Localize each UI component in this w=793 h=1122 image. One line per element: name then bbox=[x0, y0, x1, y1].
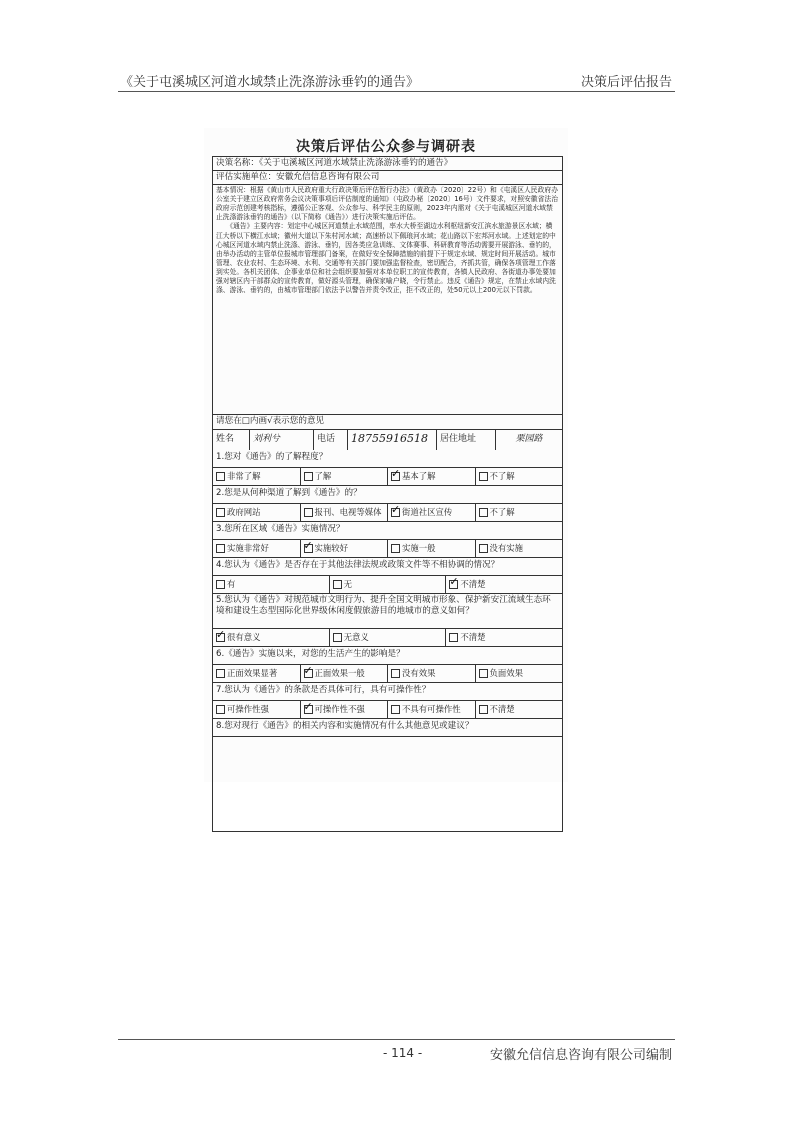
option-label: 基本了解 bbox=[402, 470, 436, 481]
option-cell[interactable] bbox=[387, 701, 475, 718]
suggestion-answer-area[interactable] bbox=[213, 736, 562, 831]
option-cell[interactable] bbox=[387, 504, 475, 521]
question-text: 4.您认为《通告》是否存在于其他法律法规或政策文件等不相协调的情况？ bbox=[216, 560, 500, 571]
checkbox[interactable] bbox=[304, 508, 313, 517]
basic-info-paragraph: 基本情况：根据《黄山市人民政府重大行政决策后评估暂行办法》（黄政办〔2020〕22号）和《屯溪区人民政府办公室关于建立区政府常务会议决策事项后评估制度的通知》（屯政办秘〔2020〕16号）文件要求，对照安徽省法治政府示范创建考核指标，遵循公正客观、公众参与、科学民主的原则，2023年内需对《关于屯溪城区河道水域禁止洗涤游泳垂钓的通告》（以下简称《通告》）进行决策实施后评估。 bbox=[216, 186, 558, 222]
option-label: 正面效果一般 bbox=[314, 667, 365, 678]
option-label: 负面效果 bbox=[489, 667, 523, 678]
header-divider bbox=[118, 91, 675, 92]
question-8-row bbox=[213, 718, 562, 736]
option-cell[interactable] bbox=[387, 468, 475, 485]
checkbox[interactable] bbox=[479, 544, 488, 553]
checkbox[interactable] bbox=[479, 508, 488, 517]
checkbox[interactable] bbox=[216, 669, 225, 678]
option-cell[interactable] bbox=[213, 540, 300, 557]
instruction-text: 请您在□内画√表示您的意见 bbox=[216, 416, 325, 427]
options-row bbox=[213, 539, 562, 557]
checkbox[interactable] bbox=[216, 705, 225, 714]
option-label: 政府网站 bbox=[227, 506, 261, 517]
question-row bbox=[213, 682, 562, 700]
option-label: 报刊、电视等媒体 bbox=[314, 506, 382, 517]
footer-divider bbox=[118, 1039, 675, 1040]
basic-info-row bbox=[213, 184, 562, 414]
unit-row bbox=[213, 170, 562, 184]
checkbox[interactable] bbox=[216, 508, 225, 517]
header-document-title: 《关于屯溪城区河道水域禁止洗涤游泳垂钓的通告》 bbox=[120, 75, 420, 90]
option-cell[interactable] bbox=[445, 576, 562, 593]
option-label: 可操作性不强 bbox=[314, 703, 365, 714]
option-label: 可操作性强 bbox=[227, 703, 269, 714]
option-cell[interactable] bbox=[329, 576, 446, 593]
name-label: 姓名 bbox=[216, 433, 235, 444]
checked-checkbox[interactable] bbox=[391, 472, 400, 481]
option-cell[interactable] bbox=[445, 629, 562, 646]
option-label: 正面效果显著 bbox=[227, 667, 278, 678]
phone-value[interactable]: 18755916518 bbox=[347, 430, 436, 450]
name-value[interactable]: 刘利兮 bbox=[249, 430, 313, 450]
option-label: 不具有可操作性 bbox=[402, 703, 461, 714]
header-report-title: 决策后评估报告 bbox=[580, 75, 672, 90]
option-cell[interactable] bbox=[300, 665, 388, 682]
scanned-survey-form bbox=[204, 128, 568, 782]
option-cell[interactable] bbox=[213, 468, 300, 485]
checkbox[interactable] bbox=[304, 472, 313, 481]
option-cell[interactable] bbox=[387, 665, 475, 682]
option-cell[interactable] bbox=[475, 504, 563, 521]
option-label: 了解 bbox=[314, 470, 332, 481]
basic-info bbox=[213, 185, 562, 414]
checkbox[interactable] bbox=[391, 705, 400, 714]
checked-checkbox[interactable] bbox=[304, 544, 313, 553]
question-row bbox=[213, 646, 562, 664]
form-title: 决策后评估公众参与调研表 bbox=[296, 139, 476, 155]
checked-checkbox[interactable] bbox=[304, 669, 313, 678]
option-label: 无意义 bbox=[343, 631, 369, 642]
options-row bbox=[213, 628, 562, 646]
option-label: 不清楚 bbox=[460, 578, 486, 589]
question-row bbox=[213, 557, 562, 575]
question-text: 1.您对《通告》的了解程度？ bbox=[216, 452, 328, 463]
option-cell[interactable] bbox=[387, 540, 475, 557]
option-cell[interactable] bbox=[213, 665, 300, 682]
options-row bbox=[213, 575, 562, 593]
option-cell[interactable] bbox=[213, 701, 300, 718]
evaluation-unit: 评估实施单位：安徽允信信息咨询有限公司 bbox=[216, 172, 380, 183]
option-label: 实施一般 bbox=[402, 542, 436, 553]
option-cell[interactable] bbox=[475, 665, 563, 682]
checkbox[interactable] bbox=[479, 705, 488, 714]
option-label: 有 bbox=[227, 578, 236, 589]
option-cell[interactable] bbox=[300, 468, 388, 485]
option-label: 实施较好 bbox=[314, 542, 348, 553]
question-text: 6.《通告》实施以来，对您的生活产生的影响是？ bbox=[216, 649, 405, 660]
checkbox[interactable] bbox=[216, 580, 225, 589]
option-cell[interactable] bbox=[213, 504, 300, 521]
instruction-row bbox=[213, 414, 562, 428]
checkbox[interactable] bbox=[333, 633, 342, 642]
option-cell[interactable] bbox=[300, 540, 388, 557]
checked-checkbox[interactable] bbox=[449, 580, 458, 589]
checkbox[interactable] bbox=[479, 669, 488, 678]
option-label: 不清楚 bbox=[460, 631, 486, 642]
phone-label: 电话 bbox=[313, 430, 347, 450]
checkbox[interactable] bbox=[216, 544, 225, 553]
option-label: 街道社区宣传 bbox=[402, 506, 453, 517]
option-label: 无 bbox=[343, 578, 353, 589]
options-row bbox=[213, 503, 562, 521]
notice-content-paragraph: 《通告》主要内容：划定中心城区河道禁止水域范围，率水大桥至湖边水利枢纽新安江滨水旅游景区水域；横江大桥以下横江水域；徽州大道以下朱村河水域；高速桥以下佩琅河水域；花山路以下宏邦河水域。上述划定的中心城区河道水域内禁止洗涤、游泳、垂钓，因各类应急训练、文体赛事、科研教育等活动需要开展游泳、垂钓的，由举办活动的主管单位报城市管理部门备案，在做好安全保障措施的前提下于规定水域、规定时间开展活动。城市管理、农业农村、生态环境、水利、交通等有关部门要加强监督检查，密切配合，齐抓共管，确保各项管理工作落到实处。各机关团体、企事业单位和社会组织要加强对本单位职工的宣传教育，各镇人民政府、各街道办事处要加强对辖区内干部群众的宣传教育，做好源头管理，确保家喻户晓，令行禁止。违反《通告》规定，在禁止水域内洗涤、游泳、垂钓的，由城市管理部门依法予以警告并责令改正，拒不改正的，处50元以上200元以下罚款。 bbox=[216, 222, 556, 294]
question-text: 3.您所在区域《通告》实施情况？ bbox=[216, 524, 345, 535]
option-cell[interactable] bbox=[475, 468, 563, 485]
option-cell[interactable] bbox=[213, 629, 329, 646]
option-label: 不了解 bbox=[489, 470, 515, 481]
option-cell[interactable] bbox=[329, 629, 446, 646]
address-value[interactable]: 栗园路 bbox=[495, 430, 562, 450]
question-row bbox=[213, 593, 562, 628]
option-label: 没有效果 bbox=[402, 667, 436, 678]
question-text: 5.您认为《通告》对规范城市文明行为、提升全国文明城市形象、保护新安江流域生态环境和建设生态型国际化世界级休闲度假旅游目的地城市的意义如何？ bbox=[216, 594, 551, 616]
survey-table bbox=[212, 156, 563, 832]
option-cell[interactable] bbox=[475, 540, 563, 557]
question-row bbox=[213, 450, 562, 467]
checkbox[interactable] bbox=[479, 472, 488, 481]
options-row bbox=[213, 700, 562, 718]
option-label: 没有实施 bbox=[489, 542, 523, 553]
options-row bbox=[213, 467, 562, 485]
option-label: 很有意义 bbox=[227, 631, 261, 642]
page-number: - 114 - bbox=[383, 1046, 423, 1060]
question-8-text: 8.您对现行《通告》的相关内容和实施情况有什么其他意见或建议？ bbox=[216, 721, 474, 732]
option-cell[interactable] bbox=[475, 701, 563, 718]
decision-name-row bbox=[213, 157, 562, 170]
checkbox[interactable] bbox=[333, 580, 342, 589]
option-label: 不了解 bbox=[489, 506, 515, 517]
question-row bbox=[213, 485, 562, 503]
checkbox[interactable] bbox=[449, 633, 458, 642]
option-cell[interactable] bbox=[300, 504, 388, 521]
checkbox[interactable] bbox=[216, 472, 225, 481]
question-list bbox=[213, 450, 562, 718]
checked-checkbox[interactable] bbox=[304, 705, 313, 714]
decision-name: 决策名称：《关于屯溪城区河道水域禁止洗涤游泳垂钓的通告》 bbox=[216, 158, 453, 168]
checkbox[interactable] bbox=[391, 669, 400, 678]
options-row bbox=[213, 664, 562, 682]
checked-checkbox[interactable] bbox=[391, 508, 400, 517]
question-row bbox=[213, 521, 562, 539]
question-text: 2.您是从何种渠道了解到《通告》的？ bbox=[216, 488, 362, 499]
question-text: 7.您认为《通告》的条款是否具体可行，具有可操作性？ bbox=[216, 685, 431, 696]
respondent-row bbox=[213, 429, 562, 450]
checkbox[interactable] bbox=[391, 544, 400, 553]
option-label: 非常了解 bbox=[227, 470, 261, 481]
checked-checkbox[interactable] bbox=[216, 633, 225, 642]
address-label: 居住地址 bbox=[436, 430, 495, 450]
footer-publisher: 安徽允信信息咨询有限公司编制 bbox=[489, 1048, 672, 1063]
option-cell[interactable] bbox=[300, 701, 388, 718]
option-cell[interactable] bbox=[213, 576, 329, 593]
option-label: 实施非常好 bbox=[227, 542, 269, 553]
option-label: 不清楚 bbox=[489, 703, 515, 714]
